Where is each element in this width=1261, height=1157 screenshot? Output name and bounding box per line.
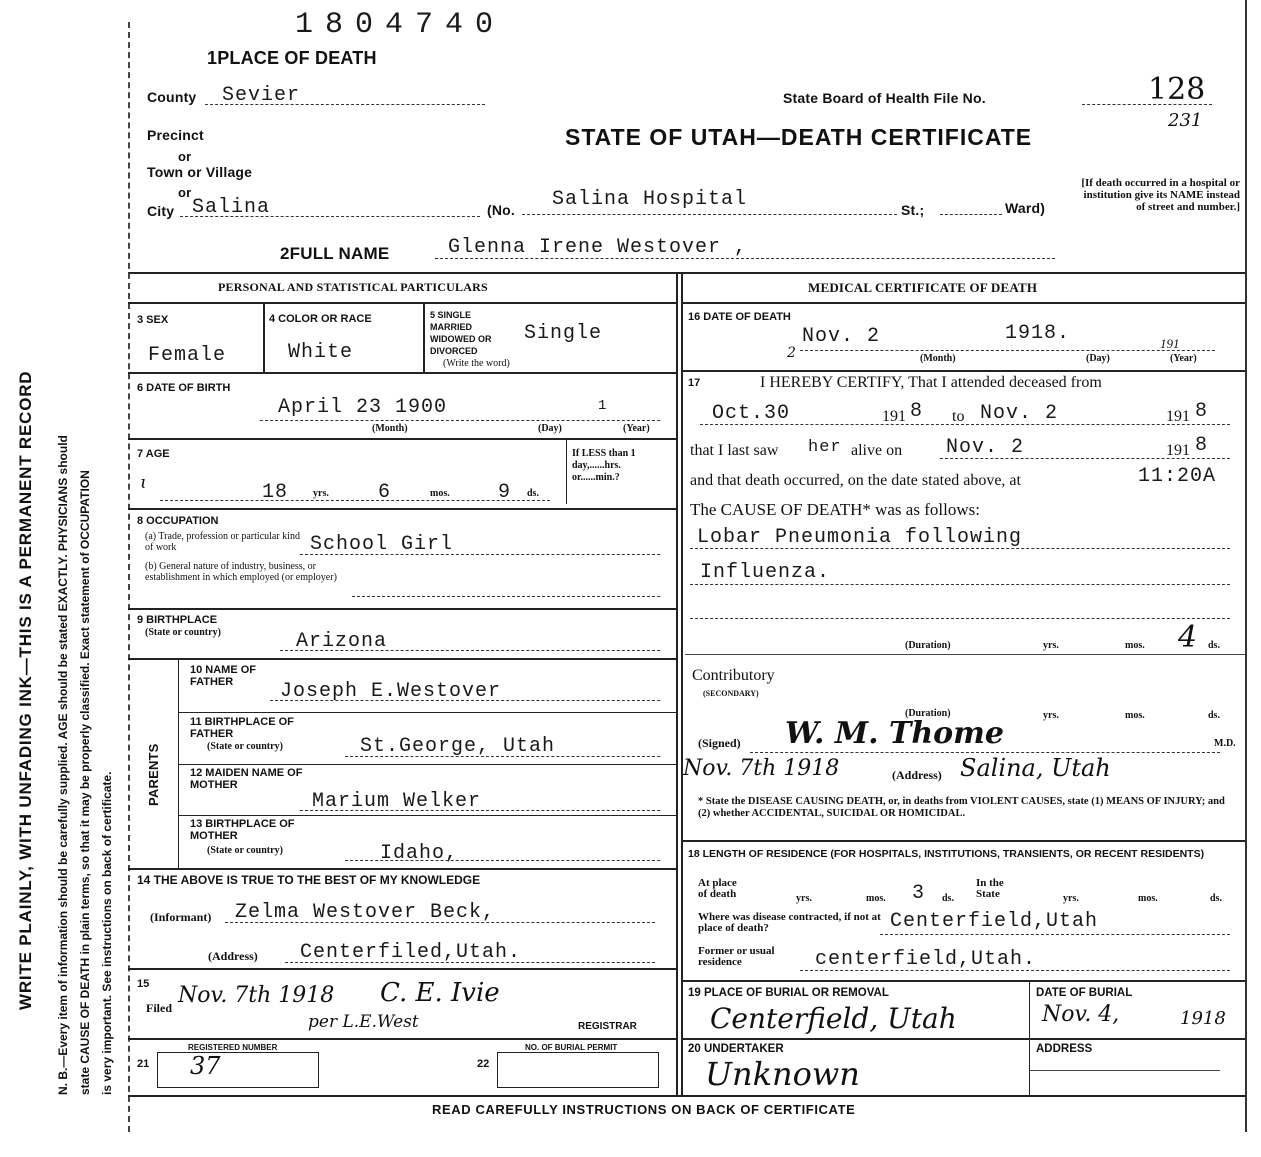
dob-year-caption: (Year) (623, 423, 650, 434)
in-state-ds: ds. (1210, 893, 1222, 904)
mother-birthplace-value: Idaho, (380, 842, 459, 865)
father-birthplace-value: St.George, Utah (360, 735, 556, 758)
mother-name-value: Marium Welker (312, 790, 482, 813)
full-name-label: 2FULL NAME (280, 244, 390, 263)
burial-place-value: Centerfield, Utah (710, 1002, 957, 1035)
document-number: 1804740 (295, 8, 506, 42)
marital-note: (Write the word) (443, 358, 510, 369)
in-state-label: In the State (976, 877, 1004, 900)
from-year-digit: 8 (910, 400, 924, 423)
age-months: 6 (378, 481, 392, 504)
filed-number: 15 (137, 978, 150, 990)
signed-label: (Signed) (698, 736, 741, 750)
color-label: 4 COLOR OR RACE (269, 313, 372, 325)
to-year-prefix: 191 (1166, 408, 1190, 425)
burial-permit-box (497, 1052, 659, 1088)
date-of-burial-value: Nov. 4, (1042, 1002, 1120, 1027)
date-of-burial-label: DATE OF BURIAL (1036, 987, 1133, 999)
last-saw-her: her (808, 438, 842, 457)
dod-month-caption: (Month) (920, 353, 956, 364)
yrs-label-2: yrs. (1043, 710, 1059, 721)
knowledge-statement: 14 THE ABOVE IS TRUE TO THE BEST OF MY KNOWLEDGE (137, 873, 481, 887)
duration-label-2: (Duration) (905, 708, 951, 719)
from-year-prefix: 191 (882, 408, 906, 425)
color-value: White (288, 341, 354, 364)
alive-on-label: alive on (851, 442, 903, 459)
marital-value: Single (524, 322, 603, 345)
date-of-death-value: Nov. 2 (802, 325, 881, 348)
duration-label-1: (Duration) (905, 640, 951, 651)
ds-label-2: ds. (1208, 710, 1220, 721)
filed-signature: C. E. Ivie (380, 978, 500, 1008)
signature-address-label: (Address) (892, 768, 942, 782)
marital-label: 5 SINGLE MARRIED WIDOWED OR DIVORCED (430, 310, 492, 356)
to-year-digit: 8 (1195, 400, 1209, 423)
to-label: to (952, 408, 965, 425)
county-label: County (147, 89, 197, 105)
undertaker-label: 20 UNDERTAKER (688, 1043, 784, 1055)
mos-label-2: mos. (1125, 710, 1145, 721)
undertaker-value: Unknown (705, 1055, 860, 1093)
ward-label: Ward) (1005, 200, 1046, 216)
attended-from: Oct.30 (712, 402, 791, 425)
father-birthplace-sub: (State or country) (207, 741, 283, 752)
occupation-a: (a) Trade, profession or particular kind of work (145, 531, 300, 553)
parents-label: PARENTS (146, 743, 161, 806)
dob-extra: 1 (598, 398, 608, 414)
age-ds: ds. (527, 488, 539, 499)
dob-label: 6 DATE OF BIRTH (137, 382, 231, 394)
ds-label-1: ds. (1208, 640, 1220, 651)
instructions-note-2: state CAUSE OF DEATH in plain terms, so that it may be properly classified. Exact statement of OCCUPATION (78, 470, 92, 1095)
st-label: St.; (901, 202, 925, 218)
age-mos: mos. (430, 488, 450, 499)
at-place-label: At place of death (698, 877, 737, 900)
undertaker-address-label: ADDRESS (1036, 1043, 1093, 1055)
informant-label: (Informant) (150, 910, 212, 924)
mos-label-1: mos. (1125, 640, 1145, 651)
father-label: 10 NAME OF FATHER (190, 664, 257, 688)
at-place-ds: ds. (942, 893, 954, 904)
instructions-note-1: N. B.—Every item of information should be carefully supplied. AGE should be stated EXACTLY. PHYSICIANS should (56, 435, 70, 1095)
cause-line-2: Influenza. (700, 561, 831, 584)
occupation-value: School Girl (310, 533, 454, 556)
attended-to: Nov. 2 (980, 402, 1059, 425)
age-days: 9 (498, 481, 512, 504)
at-place-mos: mos. (866, 893, 886, 904)
birthplace-label: 9 BIRTHPLACE (137, 614, 218, 626)
mother-birthplace-label: 13 BIRTHPLACE OF MOTHER (190, 818, 295, 842)
informant-address-value: Centerfiled,Utah. (300, 941, 522, 964)
age-mark: ɩ (140, 472, 148, 493)
burial-permit-label: NO. OF BURIAL PERMIT (525, 1043, 618, 1052)
former-residence-value: centerfield,Utah. (815, 948, 1037, 971)
dod-year-caption: (Year) (1170, 353, 1197, 364)
at-place-yrs: yrs. (796, 893, 812, 904)
medical-section-title: MEDICAL CERTIFICATE OF DEATH (808, 280, 1038, 295)
dob-month-caption: (Month) (372, 423, 408, 434)
md-label: M.D. (1214, 738, 1236, 749)
sex-value: Female (148, 344, 227, 367)
signature-date: Nov. 7th 1918 (683, 756, 840, 781)
less-than-note: If LESS than 1 day,......hrs. or......min.? (572, 448, 636, 483)
or-2: or (178, 185, 192, 200)
file-number-label: State Board of Health File No. (783, 90, 986, 106)
filed-per: per L.E.West (308, 1012, 419, 1032)
father-value: Joseph E.Westover (280, 680, 502, 703)
death-occurred-label: and that death occurred, on the date stated above, at (690, 472, 1021, 489)
birthplace-value: Arizona (296, 630, 388, 653)
age-yrs: yrs. (313, 488, 329, 499)
residence-months: 3 (912, 882, 926, 905)
personal-section-title: PERSONAL AND STATISTICAL PARTICULARS (218, 280, 488, 294)
last-saw-value: Nov. 2 (946, 436, 1025, 459)
cause-footnote: * State the DISEASE CAUSING DEATH, or, in deaths from VIOLENT CAUSES, state (1) MEANS OF INJURY; and (2) whether ACCIDENTAL, SUICIDAL OR HOMICIDAL. (698, 796, 1225, 819)
signature-address: Salina, Utah (960, 754, 1111, 782)
date-of-death-mark: 2 (787, 345, 796, 361)
full-name-value: Glenna Irene Westover , (448, 236, 748, 259)
dod-day-caption: (Day) (1086, 353, 1110, 364)
residence-label: 18 LENGTH OF RESIDENCE (FOR HOSPITALS, INSTITUTIONS, TRANSIENTS, OR RECENT RESIDENTS) (688, 848, 1205, 860)
physician-signature: W. M. Thome (785, 716, 1004, 751)
reg-21-label: 21 (137, 1058, 150, 1070)
filed-label: Filed (146, 1001, 172, 1015)
certify-number: 17 (688, 377, 701, 389)
registered-number-label: REGISTERED NUMBER (188, 1043, 278, 1052)
mother-birthplace-sub: (State or country) (207, 845, 283, 856)
permanent-record-note: WRITE PLAINLY, WITH UNFADING INK—THIS IS A PERMANENT RECORD (16, 370, 35, 1010)
hospital-instruction-note: [If death occurred in a hospital or institution give its NAME instead of street and number.] (1081, 177, 1240, 213)
burial-place-label: 19 PLACE OF BURIAL OR REMOVAL (688, 987, 889, 999)
last-saw-label: that I last saw (690, 442, 779, 459)
informant-address-label: (Address) (208, 949, 258, 963)
death-time: 11:20A (1138, 465, 1217, 488)
duration-value: 4 (1178, 620, 1198, 655)
dob-value: April 23 1900 (278, 396, 448, 419)
dob-day-caption: (Day) (538, 423, 562, 434)
date-of-burial-year: 1918 (1180, 1008, 1226, 1029)
last-year-digit: 8 (1195, 434, 1209, 457)
age-years: 18 (262, 481, 289, 504)
birthplace-sub: (State or country) (145, 627, 221, 638)
date-of-death-year-pre: 191 (1160, 336, 1180, 351)
instructions-note-3: is very important. See instructions on back of certificate. (100, 771, 114, 1095)
cause-line-1: Lobar Pneumonia following (697, 526, 1023, 549)
city-value: Salina (192, 196, 271, 219)
date-of-death-year: 1918. (1005, 322, 1071, 345)
street-no-label: (No. (487, 202, 516, 218)
precinct-label: Precinct (147, 127, 204, 143)
contracted-value: Centerfield,Utah (890, 910, 1099, 933)
in-state-yrs: yrs. (1063, 893, 1079, 904)
hospital-value: Salina Hospital (552, 188, 748, 211)
registered-number-value: 37 (190, 1052, 221, 1080)
occupation-b: (b) General nature of industry, business, or establishment in which employed (or employer) (145, 561, 337, 583)
father-birthplace-label: 11 BIRTHPLACE OF FATHER (190, 716, 294, 740)
certify-text: I HEREBY CERTIFY, That I attended deceased from (760, 374, 1102, 391)
file-number-value: 128 (1148, 72, 1206, 107)
contracted-label: Where was disease contracted, if not at place of death? (698, 911, 881, 934)
yrs-label-1: yrs. (1043, 640, 1059, 651)
reg-22-label: 22 (477, 1058, 490, 1070)
city-label: City (147, 203, 175, 219)
file-number-sub: 231 (1168, 110, 1203, 131)
occupation-label: 8 OCCUPATION (137, 515, 219, 527)
contributory-label: Contributory (692, 667, 775, 684)
mother-name-label: 12 MAIDEN NAME OF MOTHER (190, 767, 303, 791)
or-1: or (178, 149, 192, 164)
former-residence-label: Former or usual residence (698, 945, 775, 968)
date-of-death-label: 16 DATE OF DEATH (688, 311, 791, 323)
registrar-label: REGISTRAR (578, 1021, 637, 1032)
informant-value: Zelma Westover Beck, (235, 901, 496, 924)
place-of-death-heading: 1PLACE OF DEATH (207, 48, 377, 68)
town-label: Town or Village (147, 164, 253, 180)
cause-label: The CAUSE OF DEATH* was as follows: (690, 500, 980, 519)
registered-number-box (157, 1052, 319, 1088)
sex-label: 3 SEX (137, 314, 169, 326)
footer-instructions: READ CAREFULLY INSTRUCTIONS ON BACK OF CERTIFICATE (432, 1102, 856, 1117)
age-label: 7 AGE (137, 448, 170, 460)
county-value: Sevier (222, 84, 301, 107)
filed-date: Nov. 7th 1918 (178, 983, 335, 1008)
last-year-prefix: 191 (1166, 442, 1190, 459)
certificate-title: STATE OF UTAH—DEATH CERTIFICATE (565, 124, 1033, 150)
secondary-label: (SECONDARY) (703, 689, 759, 698)
in-state-mos: mos. (1138, 893, 1158, 904)
